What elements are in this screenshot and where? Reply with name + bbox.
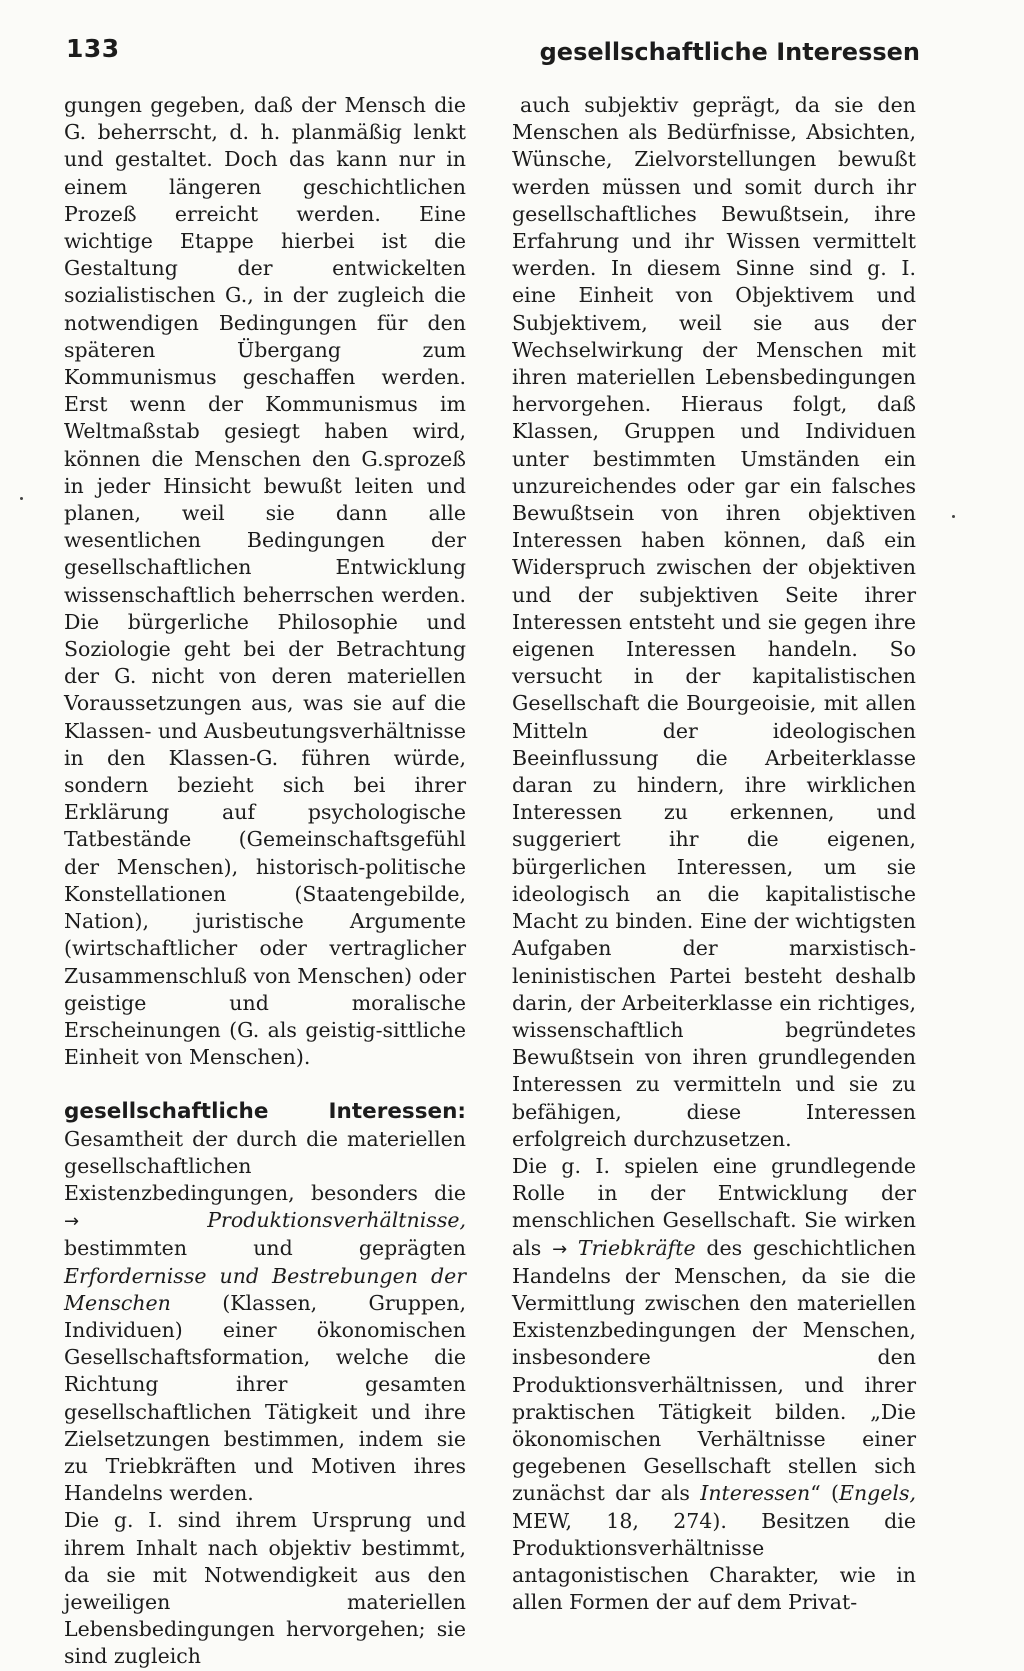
paragraph: gungen gegeben, daß der Mensch die G. beherrscht, d. h. planmäßig lenkt und gestaltet. Doch das kann nur in einem längeren geschichtlichen Prozeß erreicht werden. Eine wichtige Etappe hierbei ist die Gestaltung der entwickelten sozialistischen G., in der zugleich die notwendigen Bedingungen für den späteren Übergang zum Kommunismus geschaffen werden. Erst wenn der Kommunismus im Weltmaßstab gesiegt haben wird, können die Menschen den G.sprozeß in jeder Hinsicht bewußt leiten und planen, weil sie dann alle wesentlichen Bedingungen der gesellschaftlichen Entwicklung wissenschaftlich beherrschen werden. Die bürgerliche Philosophie und Soziologie geht bei der Betrachtung der G. nicht von deren materiellen Voraussetzungen aus, was sie auf die Klassen- und Ausbeutungsverhältnisse in den Klassen-G. führen würde, sondern bezieht sich bei ihrer Erklärung auf psychologische Tatbestände (Gemeinschaftsgefühl der Menschen), historisch-politische Konstellationen (Staatengebilde, Nation), juristische Argumente (wirtschaftlicher oder vertraglicher Zusammenschluß von Menschen) oder geistige und moralische Erscheinungen (G. als geistig-sittliche Einheit von Menschen).	[64, 93, 466, 1070]
cross-reference-arrow-icon: →	[552, 1238, 568, 1260]
scan-speck	[952, 515, 955, 518]
paragraph: auch subjektiv geprägt, da sie den Menschen als Bedürfnisse, Absichten, Wünsche, Zielvorstellungen bewußt werden müssen und somit durch ihr gesellschaftliches Bewußtsein, ihre Erfahrung und ihr Wissen vermittelt werden. In diesem Sinne sind g. I. eine Einheit von Objektivem und Subjektivem, weil sie aus der Wechselwirkung der Menschen mit ihren materiellen Lebensbedingungen hervorgehen. Hieraus folgt, daß Klassen, Gruppen und Individuen unter bestimmten Umständen ein unzureichendes oder gar ein falsches Bewußtsein von ihren objektiven Interessen haben können, daß ein Widerspruch zwischen der objektiven und der subjektiven Seite ihrer Interessen entsteht und sie gegen ihre eigenen Interessen handeln. So versucht in der kapitalistischen Gesellschaft die Bourgeoisie, mit allen Mitteln der ideologischen Beeinflussung die Arbeiterklasse daran zu hindern, ihre wirklichen Interessen zu erkennen, und suggeriert ihr die eigenen, bürgerlichen Interessen, um sie ideologisch an die kapitalistische Macht zu binden. Eine der wichtigsten Aufgaben der marxistisch-leninistischen Partei besteht deshalb darin, der Arbeiterklasse ein richtiges, wissenschaftlich begründetes Bewußtsein von ihren grundlegenden Interessen zu vermitteln und sie zu befähigen, diese Interessen erfolgreich durchzusetzen.	[512, 93, 916, 1151]
cross-reference-arrow-icon: →	[64, 1211, 80, 1233]
paragraph	[512, 1153, 916, 1616]
scan-speck	[20, 497, 23, 500]
text-run: Gesamtheit der durch die materiellen gesellschaftlichen Existenzbedingungen, besonders die	[64, 1126, 466, 1205]
emphasis: Interessen	[700, 1481, 811, 1506]
cross-reference-link[interactable]: Produktionsverhältnisse,	[207, 1208, 466, 1233]
text-run: des geschichtlichen Handelns der Menschen, da sie die Vermittlung zwischen den materiellen Existenzbedingungen der Menschen, insbesondere den Produktionsverhältnissen, und ihrer praktischen Tätigkeit bilden. „Die ökonomischen Verhältnisse einer gegebenen Gesellschaft stellen sich zunächst dar als	[512, 1235, 916, 1506]
citation-author: Engels,	[838, 1481, 916, 1506]
text-run: MEW, 18, 274). Besitzen die Produktionsverhältnisse antagonistischen Charakter, wie in allen Formen der auf dem Privat-	[512, 1508, 916, 1615]
running-head: gesellschaftliche Interessen	[539, 38, 920, 66]
cross-reference-link[interactable]: Triebkräfte	[577, 1235, 696, 1260]
entry-headword: gesellschaftliche Interessen:	[64, 1099, 466, 1125]
text-run: Die g. I. spielen eine grundlegende Rolle in der Entwicklung der menschlichen Gesellschaft. Sie wirken als	[512, 1153, 916, 1260]
paragraph: Die g. I. sind ihrem Ursprung und ihrem Inhalt nach objektiv bestimmt, da sie mit Notwendigkeit aus den jeweiligen materiellen Lebensbedingungen hervorgehen; sie sind zugleich	[64, 1508, 466, 1669]
text-run: (Klassen, Gruppen, Individuen) einer ökonomischen Gesellschaftsformation, welche die Richtung ihrer gesamten gesellschaftlichen Tätigkeit und ihre Zielsetzungen bestimmen, indem sie zu Triebkräften und Motiven ihres Handelns werden.	[64, 1290, 466, 1506]
entry-paragraph	[64, 1098, 466, 1507]
right-column	[512, 92, 916, 1616]
emphasis: Erfordernisse und Bestrebungen der Menschen	[64, 1263, 466, 1315]
left-column	[64, 92, 466, 1671]
text-run: bestimmten und geprägten	[64, 1236, 466, 1261]
page-number: 133	[66, 34, 120, 63]
text-run: “ (	[810, 1481, 839, 1506]
